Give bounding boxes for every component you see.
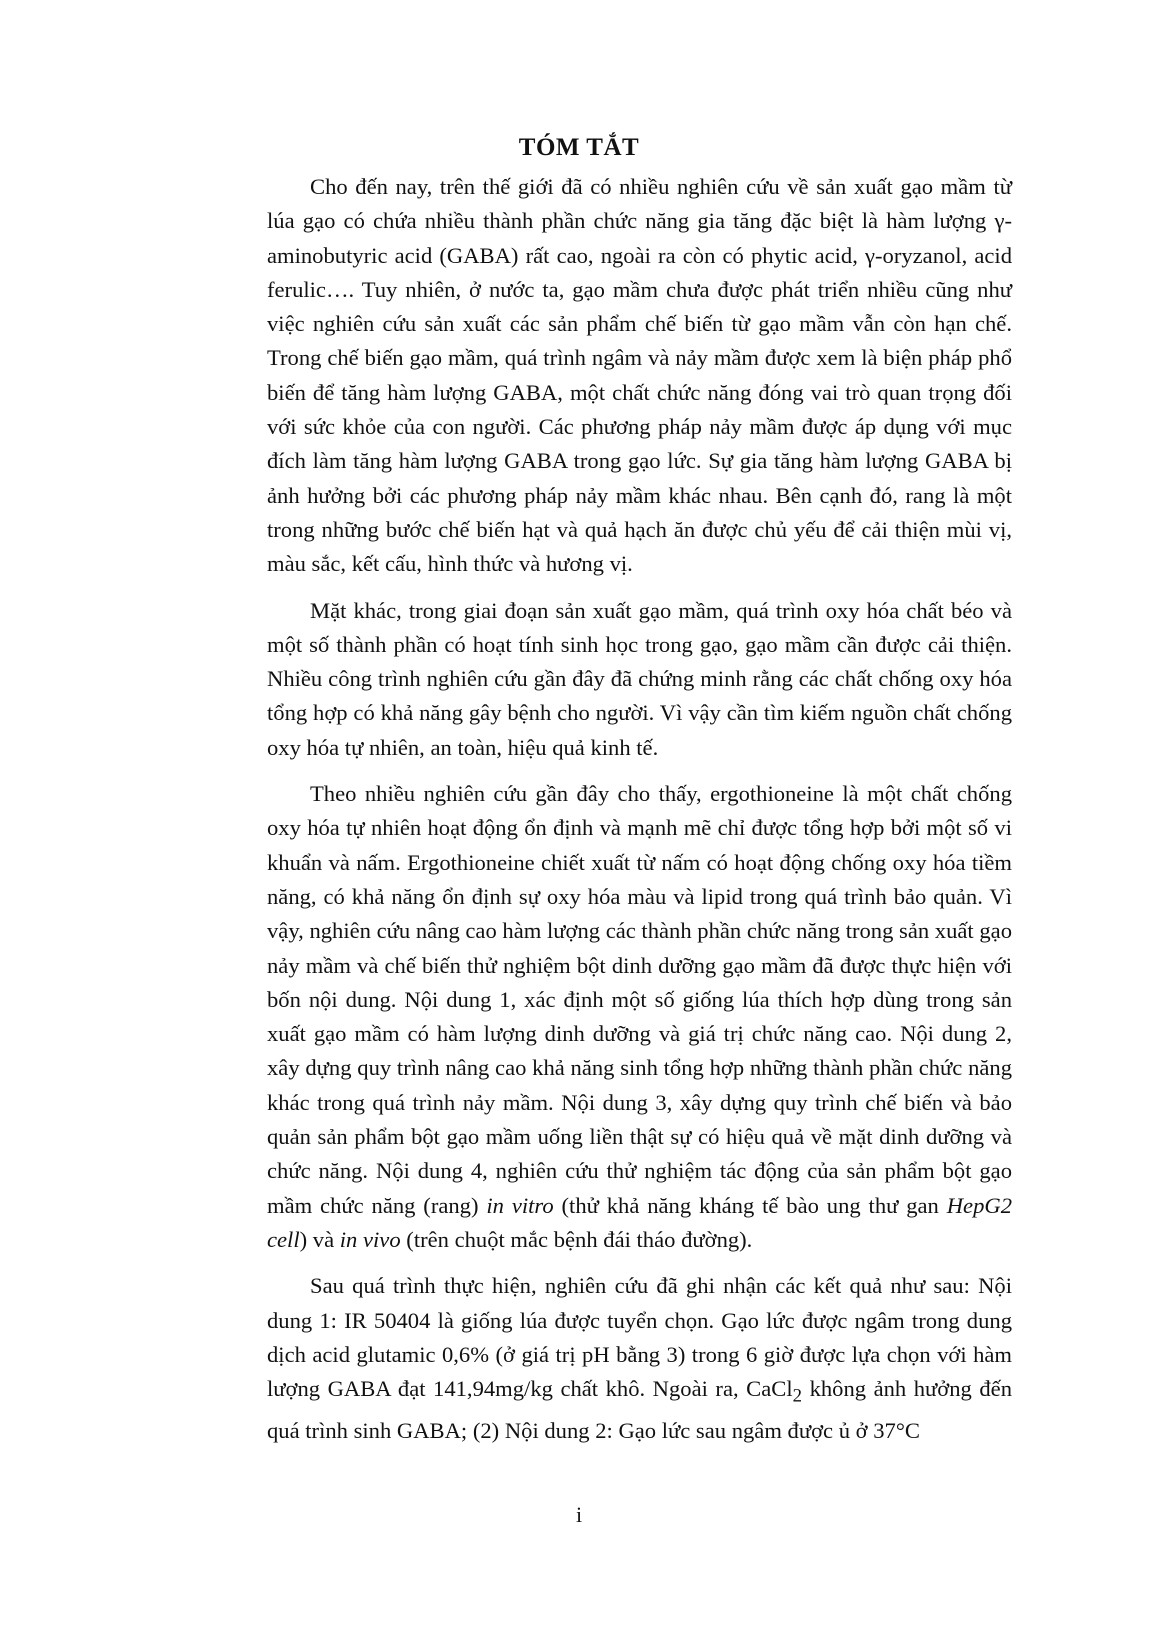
term-in-vitro: in vitro	[486, 1192, 554, 1218]
term-in-vivo: in vivo	[339, 1226, 401, 1252]
paragraph-ergothioneine-text-4: (trên chuột mắc bệnh đái tháo đường).	[400, 1226, 753, 1252]
page-number: i	[575, 1502, 583, 1527]
page-title: TÓM TẮT	[518, 134, 640, 161]
paragraph-ergothioneine-text-3: ) và	[299, 1226, 340, 1252]
paragraph-ergothioneine-text-1: Theo nhiều nghiên cứu gần đây cho thấy, ergothioneine là một chất chống oxy hóa tự nhiên hoạt động ổn định và mạnh mẽ chỉ được tổng hợp bởi một số vi khuẩn và nấm. Ergothioneine chiết xuất từ nấm có hoạt động chống oxy hóa tiềm năng, có khả năng ổn định sự oxy hóa màu và lipid trong quá trình bảo quản. Vì vậy, nghiên cứu nâng cao hàm lượng các thành phần chức năng trong sản xuất gạo nảy mầm và chế biến thử nghiệm bột dinh dưỡng gạo mầm đã được thực hiện với bốn nội dung. Nội dung 1, xác định một số giống lúa thích hợp dùng trong sản xuất gạo mầm có hàm lượng dinh dưỡng và giá trị chức năng cao. Nội dung 2, xây dựng quy trình nâng cao khả năng sinh tổng hợp những thành phần chức năng khác trong quá trình nảy mầm. Nội dung 3, xây dựng quy trình chế biến và bảo quản sản phẩm bột gạo mầm uống liền thật sự có hiệu quả về mặt dinh dưỡng và chức năng. Nội dung 4, nghiên cứu thử nghiệm tác động của sản phẩm bột gạo mầm chức năng (rang)	[267, 781, 1012, 1218]
paragraph-intro: Cho đến nay, trên thế giới đã có nhiều nghiên cứu về sản xuất gạo mầm từ lúa gạo có chứa nhiều thành phần chức năng gia tăng đặc biệt là hàm lượng γ-aminobutyric acid (GABA) rất cao, ngoài ra còn có phytic acid, γ-oryzanol, acid ferulic…. Tuy nhiên, ở nước ta, gạo mầm chưa được phát triển nhiều cũng như việc nghiên cứu sản xuất các sản phẩm chế biến từ gạo mầm vẫn còn hạn chế. Trong chế biến gạo mầm, quá trình ngâm và nảy mầm được xem là biện pháp phổ biến để tăng hàm lượng GABA, một chất chức năng đóng vai trò quan trọng đối với sức khỏe của con người. Các phương pháp nảy mầm được áp dụng với mục đích làm tăng hàm lượng GABA trong gạo lức. Sự gia tăng hàm lượng GABA bị ảnh hưởng bởi các phương pháp nảy mầm khác nhau. Bên cạnh đó, rang là một trong những bước chế biến hạt và quả hạch ăn được chủ yếu để cải thiện mùi vị, màu sắc, kết cấu, hình thức và hương vị.	[267, 174, 1012, 577]
paragraph-ergothioneine	[267, 777, 1012, 1257]
paragraph-results	[267, 1269, 1012, 1448]
subscript-2: 2	[792, 1385, 803, 1407]
paragraph-antioxidant: Mặt khác, trong giai đoạn sản xuất gạo mầm, quá trình oxy hóa chất béo và một số thành phần có hoạt tính sinh học trong gạo, gạo mầm cần được cải thiện. Nhiều công trình nghiên cứu gần đây đã chứng minh rằng các chất chống oxy hóa tổng hợp có khả năng gây bệnh cho người. Vì vậy cần tìm kiếm nguồn chất chống oxy hóa tự nhiên, an toàn, hiệu quả kinh tế.	[267, 597, 1012, 760]
paragraph-ergothioneine-text-2: (thử khả năng kháng tế bào ung thư gan	[553, 1192, 947, 1218]
paragraph-results-text-2: không ảnh hưởng đến quá trình sinh GABA; (2) Nội dung 2: Gạo lức sau ngâm được ủ ở 37°C	[267, 1376, 1012, 1443]
term-hepg2-cell: HepG2 cell	[267, 1192, 1012, 1252]
abstract-body	[267, 170, 1012, 1460]
paragraph-results-text-1: Sau quá trình thực hiện, nghiên cứu đã ghi nhận các kết quả như sau: Nội dung 1: IR 50404 là giống lúa được tuyển chọn. Gạo lức được ngâm trong dung dịch acid glutamic 0,6% (ở giá trị pH bằng 3) trong 6 giờ được lựa chọn với hàm lượng GABA đạt 141,94mg/kg chất khô. Ngoài ra, CaCl	[267, 1273, 1012, 1402]
